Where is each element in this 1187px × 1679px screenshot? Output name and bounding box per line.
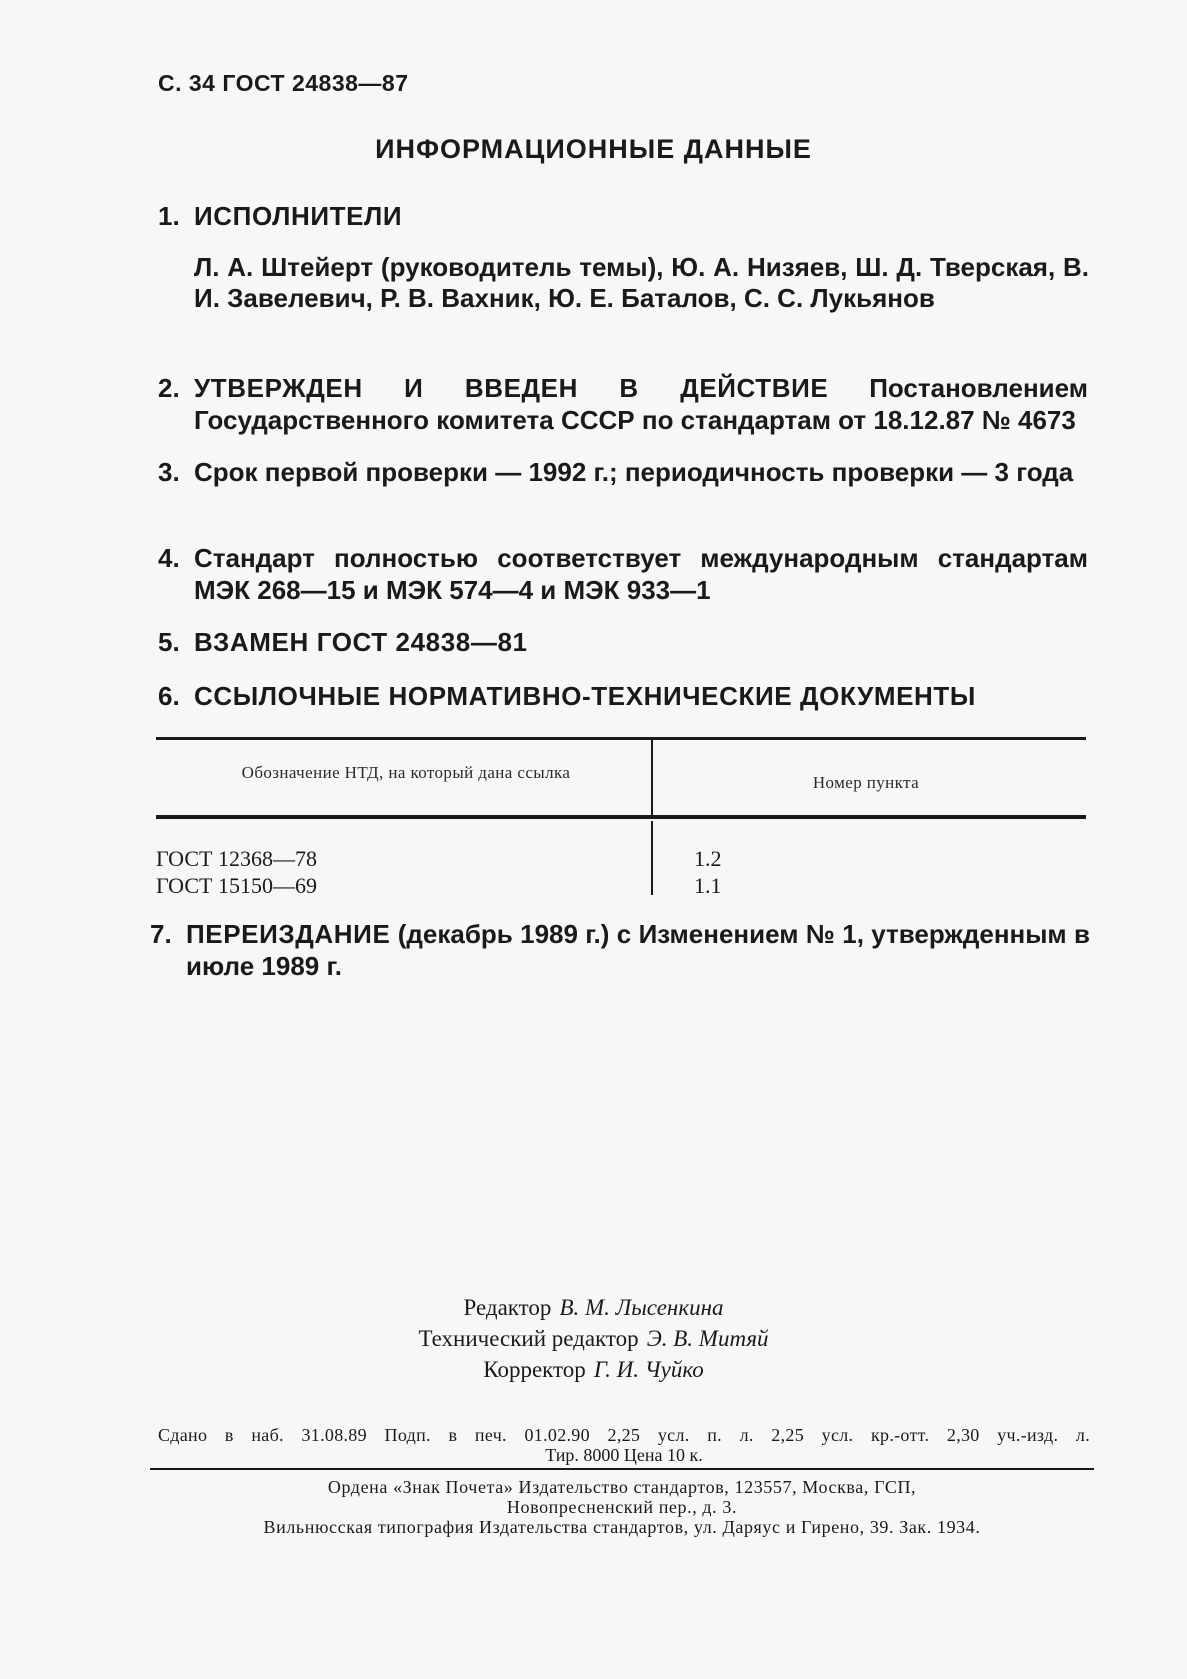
publisher-info: [150, 1477, 1094, 1537]
section-number: 2.: [158, 373, 180, 403]
imprint: [158, 1425, 1090, 1465]
section-heading: УТВЕРЖДЕН И ВВЕДЕН В ДЕЙСТВИЕ: [194, 373, 829, 403]
section-heading: ПЕРЕИЗДАНИЕ: [186, 919, 391, 949]
section-number: 7.: [150, 919, 172, 949]
page-title: ИНФОРМАЦИОННЫЕ ДАННЫЕ: [375, 134, 812, 164]
executors-list: Л. А. Штейерт (руководитель темы), Ю. А. Низяев, Ш. Д. Тверская, В. И. Завелевич, Р. В. Вахник, Ю. Е. Баталов, С. С. Лукьянов: [194, 252, 1089, 313]
section-number: 5.: [158, 627, 180, 657]
credit-name: Э. В. Митяй: [646, 1326, 769, 1351]
section-text: Стандарт полностью соответствует международным стандартам МЭК 268—15 и МЭК 574—4 и МЭК 933—1: [194, 543, 1088, 605]
section-number: 4.: [158, 543, 180, 573]
credit-role: Корректор: [483, 1357, 586, 1382]
page-header: С. 34 ГОСТ 24838—87: [158, 70, 409, 96]
publisher-line: Новопресненский пер., д. 3.: [506, 1497, 738, 1517]
section-heading: ВЗАМЕН ГОСТ 24838—81: [194, 627, 528, 657]
table-cell-document: ГОСТ 12368—78: [156, 846, 317, 871]
table-column-documents: [156, 845, 317, 899]
section-6: [158, 680, 1088, 712]
credit-name: В. М. Лысенкина: [559, 1295, 724, 1320]
table-header-clause: Номер пункта: [812, 773, 920, 792]
imprint-line: Сдано в наб. 31.08.89 Подп. в печ. 01.02.90 2,25 усл. п. л. 2,25 усл. кр.-отт. 2,30 уч.-изд. л.: [158, 1425, 1090, 1445]
table-cell-document: ГОСТ 15150—69: [156, 873, 317, 898]
table-column-clauses: [694, 845, 722, 899]
section-text: Срок первой проверки — 1992 г.; периодичность проверки — 3 года: [194, 457, 1074, 487]
publisher-line: Вильнюсская типография Издательства стандартов, ул. Даряус и Гирено, 39. Зак. 1934.: [263, 1517, 981, 1537]
credit-line: [0, 1292, 1187, 1323]
credit-line: [0, 1323, 1187, 1354]
table-column-divider: [651, 740, 653, 815]
section-number: 3.: [158, 457, 180, 487]
table-cell-clause: 1.2: [694, 846, 722, 871]
credit-name: Г. И. Чуйко: [593, 1357, 704, 1382]
table-column-divider: [651, 821, 653, 895]
imprint-divider: [150, 1468, 1094, 1470]
section-3: [158, 456, 1088, 488]
section-heading: ССЫЛОЧНЫЕ НОРМАТИВНО-ТЕХНИЧЕСКИЕ ДОКУМЕНТЫ: [194, 681, 976, 711]
publisher-line: Ордена «Знак Почета» Издательство стандартов, 123557, Москва, ГСП,: [327, 1477, 917, 1497]
section-1: [158, 200, 1088, 232]
section-text: Постановлением Государственного комитета СССР по стандартам от 18.12.87 № 4673: [194, 373, 1088, 435]
section-text: (декабрь 1989 г.) с Изменением № 1, утвержденным в июле 1989 г.: [186, 919, 1090, 981]
table-cell-clause: 1.1: [694, 873, 722, 898]
section-heading: ИСПОЛНИТЕЛИ: [194, 201, 403, 231]
editorial-credits: [0, 1292, 1187, 1385]
table-header-rule: [156, 815, 1086, 819]
credit-role: Редактор: [463, 1295, 552, 1320]
section-7: [150, 918, 1090, 982]
section-2: [158, 372, 1088, 436]
table-top-rule: [156, 737, 1086, 740]
credit-line: [0, 1354, 1187, 1385]
table-header-document: Обозначение НТД, на который дана ссылка: [241, 763, 571, 782]
section-5: [158, 626, 1088, 658]
section-number: 1.: [158, 201, 180, 231]
imprint-line: Тир. 8000 Цена 10 к.: [545, 1445, 703, 1465]
credit-role: Технический редактор: [418, 1326, 639, 1351]
section-4: [158, 542, 1088, 606]
section-number: 6.: [158, 681, 180, 711]
